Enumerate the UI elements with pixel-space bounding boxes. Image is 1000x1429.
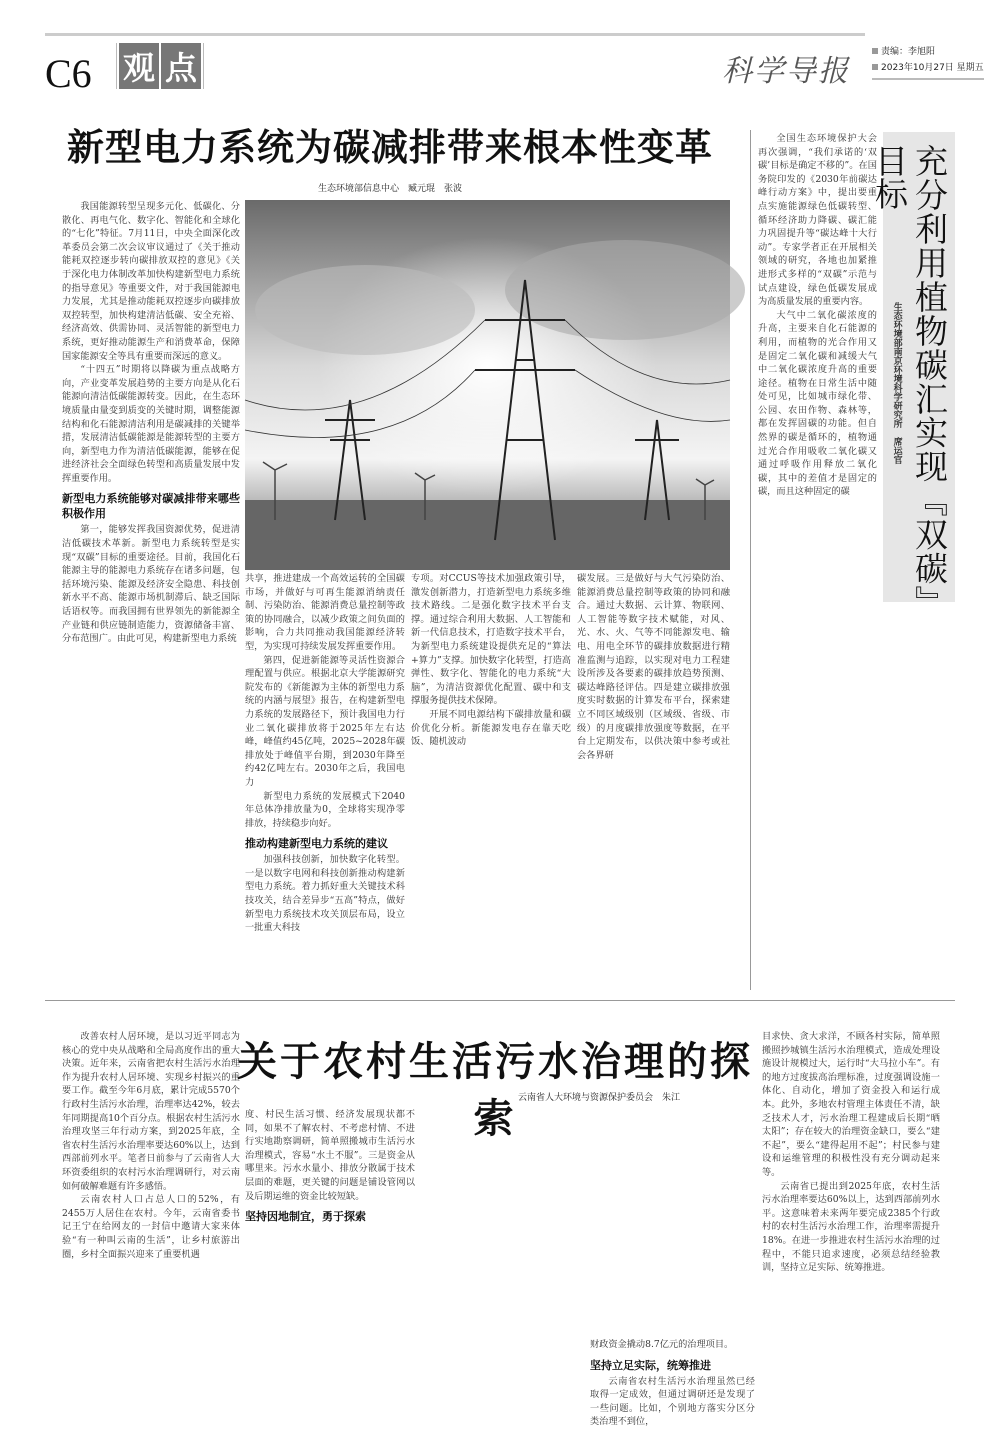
subheading: 坚持立足实际，统筹推进	[590, 1358, 711, 1372]
editor: 责编：李旭阳	[881, 47, 936, 57]
power-grid-photo	[245, 200, 730, 570]
sidebar-title-box	[870, 132, 955, 602]
section-label: 观 点	[116, 43, 204, 89]
article2-byline: 云南省人大环境与资源保护委员会 朱江	[517, 1093, 680, 1103]
sidebar-article: 充分利用植物碳汇实现『双碳』目标 生态环境部南京环境科学研究所 席运官 全国生态环境保护大会再次强调，“我们承诺的‘双碳’目标是确定不移的”。在国务院印发的《2030年前碳达峰行动方案》中，提出要重点实施能源绿色低碳转型、循环经济助力降碳、碳汇能力巩固提升等“碳达峰十大行动”。专家学者正在开展相关领域的研究，各地也加紧推进形式多样的“双碳”示范与试点建设，绿色低碳发展成为高质量发展的重要内容。 大气中二氧化碳浓度的升高，主要来自化石能源的利用，而植物的光合作用又是固定二氧化碳和减缓大气中二氧化碳浓度升高的重要途径。植物在日常生活中随处可见，比如城市绿化带、公园、农田作物、森林等，都在发挥固碳的功能。但自然界的碳是循环的，植物通过光合作用吸收二氧化碳又通过呼吸作用释放二氧化碳，其中的差值才是固定的碳，而且这种固定的碳	[758, 132, 955, 990]
column-divider	[750, 130, 751, 990]
article2-column-5: 目求快、贪大求洋，不顾各村实际，简单照搬照抄城镇生活污水治理模式，造成处理设施设计规模过大，运行时“大马拉小车”。有的地方过度拔高治理标准，过度强调设施一体化、自动化，增加了资金投入和运行成本。此外，多地农村管理主体责任不清，缺乏技术人才，污水治理工程建成后长期“晒太阳”；存在较大的治理资金缺口，要么“建不起”，要么“建得起用不起”；村民参与建设和运维管理的积极性没有充分调动起来等。 云南省已提出到2025年底，农村生活污水治理率要达60%以上，达到西部前列水平。这意味着未来两年要完成2385个行政村的农村生活污水治理工作，治理率需提升18%。在进一步推进农村生活污水治理的过程中，不能只追求速度，必须总结经验教训，坚持立足实际、统筹推进。	[762, 1031, 940, 1274]
subheading: 新型电力系统能够对碳减排带来哪些积极作用	[62, 492, 240, 521]
article2-column-3	[420, 1108, 585, 1414]
article1-column-3: 专项。对CCUS等技术加强政策引导，激发创新潜力，打造新型电力系统多维技术路线。二是强化数字技术平台支撑。通过综合利用大数据、人工智能和新一代信息技术，打造数字技术平台，为新型电力系统建设提供充足的“算法+算力”支撑。加快数字化转型，打造高弹性、数字化、智能化的电力系统“大脑”，为清洁资源优化配置、碳中和支撑服务提供技术保障。 开展不同电源结构下碳排放量和碳价优化分析。新能源发电存在靠天吃饭、随机波动	[411, 573, 571, 748]
article1-byline: 生态环境部信息中心 臧元琨 张波	[317, 184, 462, 194]
article2-column-4: 财政资金撬动8.7亿元的治理项目。 坚持立足实际，统筹推进 云南省农村生活污水治理虽然已经取得一定成效，但通过调研还是发现了一些问题。比如，个别地方落实分区分类治理不到位，	[590, 1339, 755, 1428]
sidebar-byline: 生态环境部南京环境科学研究所 席运官	[891, 302, 902, 464]
article2-column-1: 改善农村人居环境，是以习近平同志为核心的党中央从战略和全局高度作出的重大决策。近年来，云南省把农村生活污水治理作为提升农村人居环境、实现乡村振兴的重要工作。截至今年6月底，累计完成5570个行政村生活污水治理，治理率达42%，较去年同期提高10个百分点。根据农村生活污水治理攻坚三年行动方案，到2025年底，全省农村生活污水治理率要达60%以上，达到西部前列水平。笔者日前参与了云南省人大环资委组织的农村污水治理调研行，对云南如何破解难题有许多感悟。 云南农村人口占总人口的52%，有2455万人居住在农村。今年，云南省委书记王宁在给网友的一封信中邀请大家来体验“有一种叫云南的生活”，让乡村旅游出圈，乡村全面振兴迎来了重要机遇	[62, 1031, 240, 1260]
article1-column-4: 碳发展。三是做好与大气污染防治、能源消费总量控制等政策的协同和融合。通过大数据、云计算、物联网、人工智能等数字技术赋能，对风、光、水、火、气等不同能源发电、输电、用电全环节的碳排放数据进行精准监测与追踪，以实现对电力工程建设所涉及各要素的碳排放趋势预测、碳达峰路径评估。四是建立碳排放强度实时数据的计算发布平台，探索建立不同区域级别（区域级、省级、市级）的月度碳排放强度等数据，在平台上定期发布，以供决策中参考或社会各界研	[577, 573, 730, 761]
article1-column-1: 我国能源转型呈现多元化、低碳化、分散化、再电气化、数字化、智能化和全球化的“七化”特征。7月11日，中央全面深化改革委员会第二次会议审议通过了《关于推动能耗双控逐步转向碳排放双控的意见》《关于深化电力体制改革加快构建新型电力系统的指导意见》等重要文件，对于我国能源电力发展，尤其是推动能耗双控逐步向碳排放双控转型，加快构建清洁低碳、安全充裕、经济高效、供需协同、灵活智能的新型电力系统，更好推动能源生产和消费革命，保障国家能源安全等具有重要而深远的意义。 “十四五”时期将以降碳为重点战略方向，产业变革发展趋势的主要方向是从化石能源向清洁低碳能源转变。因此，在生态环境质量由量变到质变的关键时期，调整能源结构和化石能源清洁利用是碳减排的关键举措，发展清洁低碳能源是能源转型的主要方向，新型电力作为清洁低碳能源，能够在促进经济社会全面绿色转型和高质量发展中发挥重要作用。 新型电力系统能够对碳减排带来哪些积极作用 第一，能够发挥我国资源优势，促进清洁低碳技术革新。新型电力系统转型是实现“双碳”目标的重要途径。目前，我国化石能源主导的能源电力系统存在诸多问题，包括环境污染、能源及经济安全隐患、科技创新水平不高、能源市场机制滞后、缺乏国际话语权等。而我国拥有世界领先的新能源全产业链和供应链制造能力，资源储备丰富、分布范围广。由此可见，构建新型电力系统	[62, 201, 240, 645]
sidebar-title: 充分利用植物碳汇实现『双碳』目标	[870, 144, 949, 602]
article1-title: 新型电力系统为碳减排带来根本性变革	[67, 126, 713, 169]
article2-column-2: 度、村民生活习惯、经济发展现状都不同，如果不了解农村、不考虑村情、不进行实地勘察调研，简单照搬城市生活污水治理模式，容易“水土不服”。三是资金从哪里来。污水水量小、排放分散属于技术层面的难题，更关键的问题是铺设管网以及后期运维的资金比较短缺。 坚持因地制宜，勇于探索	[245, 1109, 415, 1224]
article1-column-2: 共享，推进建成一个高效运转的全国碳市场，并做好与可再生能源消纳责任制、污染防治、能源消费总量控制等政策的协同融合，以减少政策之间负面的影响，合力共同推动我国能源经济转型，为实现可持续发展发挥重要作用。 第四，促进新能源等灵活性资源合理配置与供应。根据北京大学能源研究院发布的《新能源为主体的新型电力系统的内涵与展望》报告，在构建新型电力系统的发展路径下，预计我国电力行业二氧化碳排放将于2025年左右达峰，峰值约45亿吨，2025~2028年碳排放处于峰值平台期，到2030年降至约42亿吨左右。2030年之后，我国电力 新型电力系统的发展模式下2040年总体净排放量为0，全球将实现净零排放，持续稳步向好。 推动构建新型电力系统的建议 加强科技创新，加快数字化转型。一是以数字电网和科技创新推动构建新型电力系统。着力抓好重大关键技术科技攻关，结合差异步“五高”特点，做好新型电力系统技术攻关顶层布局，设立一批重大科技	[245, 573, 405, 934]
page-number: C6	[45, 51, 92, 96]
issue-date: 2023年10月27日 星期五	[881, 63, 984, 73]
masthead-logo: 科学导报	[722, 54, 850, 89]
top-rule	[45, 33, 865, 36]
subheading: 推动构建新型电力系统的建议	[245, 837, 388, 851]
subheading: 坚持因地制宜，勇于探索	[245, 1210, 366, 1224]
article2-title: 关于农村生活污水治理的探索	[237, 1038, 753, 1142]
section-divider	[45, 1000, 955, 1001]
issue-meta	[872, 44, 984, 80]
